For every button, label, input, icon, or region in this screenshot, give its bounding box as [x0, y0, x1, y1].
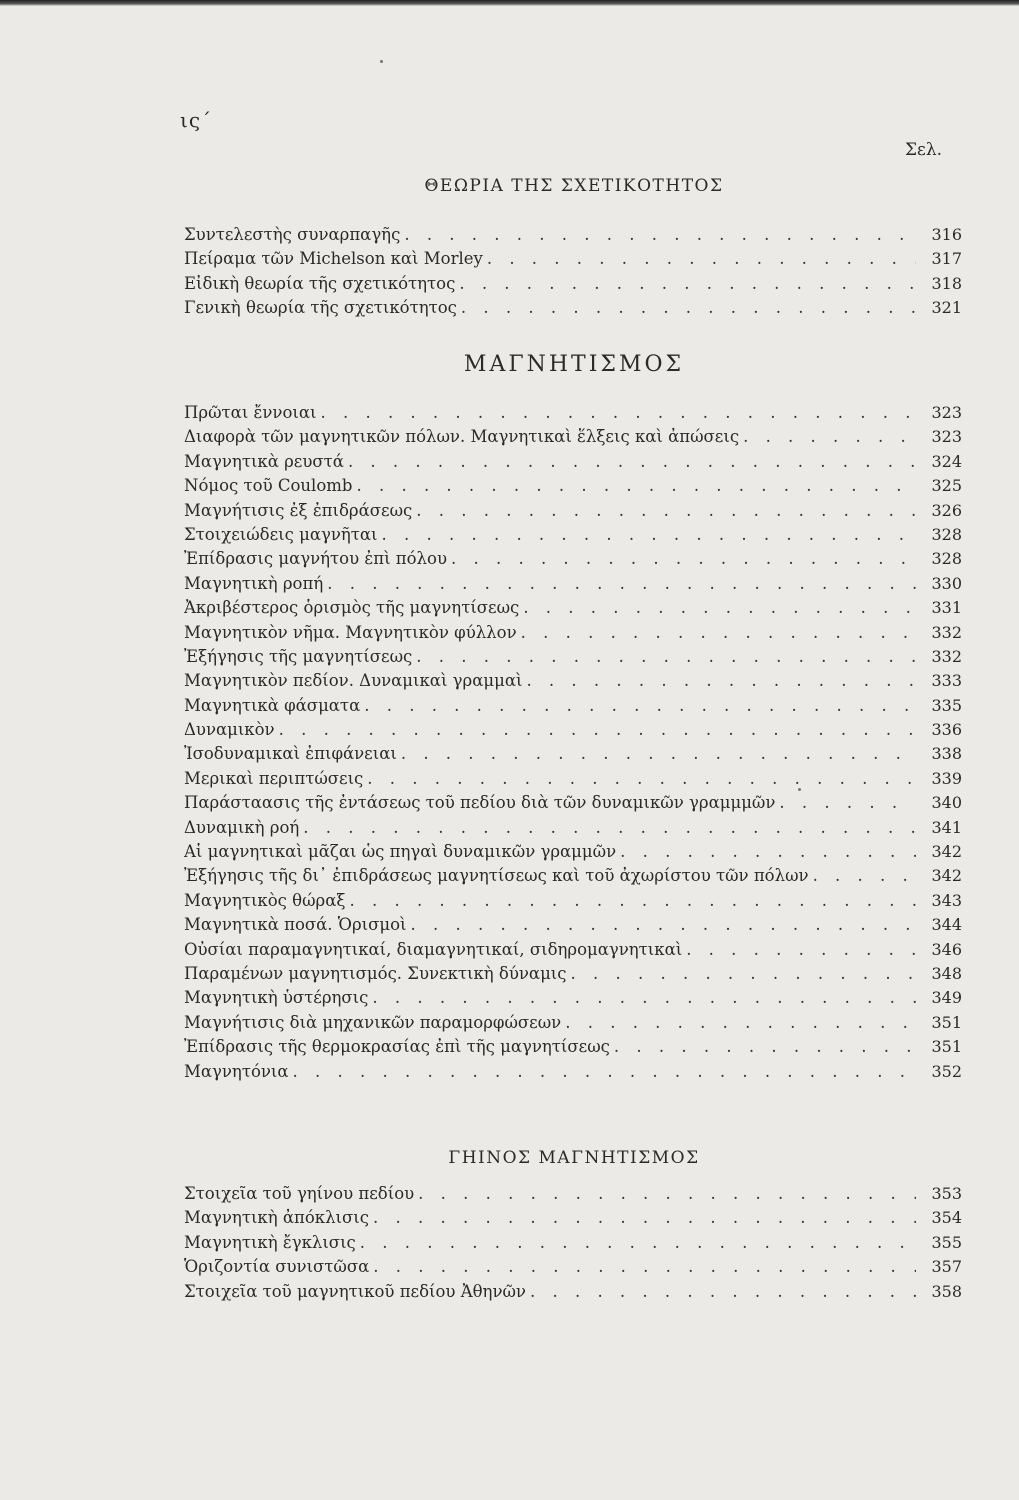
- dot-leader: [565, 1013, 916, 1032]
- dot-leader: [743, 427, 916, 446]
- toc-entry-title: Παράσταασις τῆς ἐντάσεως τοῦ πεδίου διὰ τῶν δυναμικῶν γραμμμῶν: [184, 793, 776, 813]
- scan-top-edge: [0, 0, 1019, 6]
- toc-entry-page: 332: [931, 646, 962, 666]
- paper-speck: [380, 60, 383, 63]
- dot-leader: [293, 1062, 916, 1081]
- toc-entry: [184, 1037, 962, 1061]
- toc-entry-title: Ἀκριβέστερος ὁρισμὸς τῆς μαγνητίσεως: [184, 598, 520, 618]
- section-title-magnetism: ΜΑΓΝΗΤΙΣΜΟΣ: [463, 352, 685, 377]
- toc-entry-title: Δυναμικὸν: [184, 720, 275, 740]
- toc-entry-title: Διαφορὰ τῶν μαγνητικῶν πόλων. Μαγνητικαὶ ἕλξεις καὶ ἀπώσεις: [184, 427, 740, 447]
- toc-entry: [184, 647, 962, 671]
- toc-entry: [184, 1184, 962, 1208]
- toc-entry-title: Μερικαὶ περιπτώσεις: [184, 768, 364, 788]
- dot-leader: [686, 940, 916, 959]
- toc-entry-title: Μαγνητόνια: [184, 1061, 289, 1081]
- toc-entry-title: Μαγνητικὴ ροπή: [184, 573, 324, 593]
- toc-entry-title: Παραμένων μαγνητισμός. Συνεκτικὴ δύναμις: [184, 963, 567, 983]
- page-column-label: Σελ.: [905, 140, 943, 160]
- dot-leader: [372, 988, 916, 1007]
- toc-entry-page: 340: [931, 793, 962, 813]
- dot-leader: [373, 1257, 916, 1276]
- toc-list-terrestrial-magnetism: [184, 1184, 962, 1306]
- toc-entry: [184, 769, 962, 793]
- toc-entry: [184, 452, 962, 476]
- toc-entry-page: 335: [931, 695, 962, 715]
- toc-entry: [184, 549, 962, 573]
- toc-entry-page: 339: [931, 768, 962, 788]
- toc-entry-page: 348: [931, 963, 962, 983]
- toc-entry: [184, 623, 962, 647]
- toc-entry: [184, 720, 962, 744]
- toc-entry-title: Ὁριζοντία συνιστῶσα: [184, 1257, 370, 1277]
- dot-leader: [348, 452, 916, 471]
- dot-leader: [813, 866, 916, 885]
- toc-entry-title: Μαγνητικὸν νῆμα. Μαγνητικὸν φύλλον: [184, 622, 517, 642]
- toc-entry: [184, 793, 962, 817]
- toc-entry-page: 328: [931, 524, 962, 544]
- toc-entry: [184, 525, 962, 549]
- dot-leader: [614, 1037, 916, 1056]
- toc-entry-title: Μαγνητικὸς θώραξ: [184, 890, 346, 910]
- section-title-terrestrial-magnetism: ΓΗΙΝΟΣ ΜΑΓΝΗΤΙΣΜΟΣ: [448, 1148, 700, 1168]
- dot-leader: [404, 225, 916, 244]
- toc-entry-page: 346: [931, 939, 962, 959]
- dot-leader: [416, 647, 916, 666]
- toc-entry-title: Μαγνητικὴ ἔγκλισις: [184, 1232, 356, 1252]
- toc-entry-title: Πρῶται ἔννοιαι: [184, 403, 317, 422]
- toc-entry-title: Ἰσοδυναμικαὶ ἐπιφάνειαι: [184, 744, 397, 764]
- dot-leader: [571, 964, 917, 983]
- toc-entry-title: Πείραμα τῶν Michelson καὶ Morley: [184, 249, 483, 269]
- page-number: ις΄: [180, 108, 213, 132]
- dot-leader: [521, 623, 916, 642]
- toc-entry-title: Στοιχεῖα τοῦ μαγνητικοῦ πεδίου Ἀθηνῶν: [184, 1281, 526, 1301]
- dot-leader: [487, 249, 916, 268]
- dot-leader: [459, 274, 916, 293]
- toc-entry: [184, 574, 962, 598]
- toc-entry-page: 331: [931, 598, 962, 618]
- dot-leader: [530, 1282, 916, 1301]
- toc-list-magnetism: [184, 403, 962, 1086]
- toc-entry-title: Μαγνητικὸν πεδίον. Δυναμικαὶ γραμμαὶ: [184, 671, 523, 691]
- toc-entry: [184, 1013, 962, 1037]
- dot-leader: [382, 525, 917, 544]
- toc-entry-page: 342: [931, 866, 962, 886]
- toc-entry-page: 333: [931, 671, 962, 691]
- toc-entry-page: 355: [931, 1232, 962, 1252]
- toc-entry: [184, 915, 962, 939]
- toc-entry-title: Ἐξήγησις τῆς δι᾽ ἐπιδράσεως μαγνητίσεως καὶ τοῦ ἀχωρίστου τῶν πόλων: [184, 866, 809, 886]
- toc-entry-page: 351: [931, 1012, 962, 1032]
- dot-leader: [461, 298, 916, 317]
- dot-leader: [360, 1233, 916, 1252]
- toc-list-relativity: [184, 225, 962, 323]
- dot-leader: [523, 598, 916, 617]
- toc-entry: [184, 225, 962, 249]
- paper-speck: [798, 788, 801, 791]
- dot-leader: [356, 476, 916, 495]
- toc-entry-page: 338: [931, 744, 962, 764]
- toc-entry-page: 344: [931, 915, 962, 935]
- toc-entry: [184, 696, 962, 720]
- toc-entry: [184, 964, 962, 988]
- dot-leader: [779, 793, 916, 812]
- toc-entry-title: Μαγνητικὰ ποσά. Ὁρισμοὶ: [184, 915, 407, 935]
- toc-entry-title: Ἐπίδρασις τῆς θερμοκρασίας ἐπὶ τῆς μαγνητίσεως: [184, 1037, 610, 1057]
- toc-entry: [184, 274, 962, 298]
- dot-leader: [416, 501, 916, 520]
- toc-entry-page: 325: [931, 476, 962, 496]
- toc-entry: [184, 476, 962, 500]
- dot-leader: [526, 671, 916, 690]
- toc-entry: [184, 818, 962, 842]
- toc-entry-page: 351: [931, 1037, 962, 1057]
- toc-entry-title: Μαγνητικὴ ἀπόκλισις: [184, 1208, 369, 1228]
- toc-entry-title: Οὐσίαι παραμαγνητικαί, διαμαγνητικαί, σιδηρομαγνητικαὶ: [184, 939, 683, 959]
- toc-entry-title: Γενικὴ θεωρία τῆς σχετικότητος: [184, 298, 457, 318]
- toc-entry-page: 357: [931, 1257, 962, 1277]
- toc-entry-page: 326: [931, 500, 962, 520]
- toc-entry-page: 332: [931, 622, 962, 642]
- toc-entry-page: 341: [931, 817, 962, 837]
- dot-leader: [327, 574, 916, 593]
- dot-leader: [411, 915, 916, 934]
- toc-entry: [184, 1208, 962, 1232]
- toc-entry-page: 317: [931, 249, 962, 269]
- dot-leader: [320, 403, 916, 422]
- toc-entry: [184, 940, 962, 964]
- toc-entry: [184, 298, 962, 322]
- toc-entry-page: 321: [931, 298, 962, 318]
- dot-leader: [451, 549, 916, 568]
- toc-entry: [184, 249, 962, 273]
- toc-entry: [184, 1062, 962, 1086]
- dot-leader: [279, 720, 916, 739]
- toc-entry: [184, 988, 962, 1012]
- toc-entry-title: Μαγνήτισις ἐξ ἐπιδράσεως: [184, 500, 413, 520]
- dot-leader: [303, 818, 916, 837]
- toc-entry: [184, 427, 962, 451]
- section-title-relativity: ΘΕΩΡΙΑ ΤΗΣ ΣΧΕΤΙΚΟΤΗΤΟΣ: [424, 176, 724, 196]
- toc-entry-page: 349: [931, 988, 962, 1008]
- toc-entry: [184, 501, 962, 525]
- toc-entry: [184, 1282, 962, 1306]
- toc-entry-page: 354: [931, 1208, 962, 1228]
- dot-leader: [349, 891, 916, 910]
- toc-entry-page: 324: [931, 451, 962, 471]
- dot-leader: [367, 769, 916, 788]
- toc-entry-page: 343: [931, 890, 962, 910]
- toc-entry: [184, 1233, 962, 1257]
- dot-leader: [620, 842, 916, 861]
- toc-entry-page: 323: [931, 403, 962, 422]
- toc-entry-page: 323: [931, 427, 962, 447]
- toc-entry: [184, 598, 962, 622]
- toc-entry-title: Στοιχειώδεις μαγνῆται: [184, 524, 378, 544]
- toc-entry: [184, 744, 962, 768]
- toc-entry-page: 330: [931, 573, 962, 593]
- toc-entry-title: Δυναμικὴ ροή: [184, 817, 300, 837]
- toc-entry-page: 316: [931, 225, 962, 244]
- toc-entry-page: 352: [931, 1061, 962, 1081]
- toc-entry-title: Μαγνήτισις διὰ μηχανικῶν παραμορφώσεων: [184, 1012, 562, 1032]
- toc-entry-title: Μαγνητικὰ ρευστά: [184, 451, 344, 471]
- toc-entry-title: Ἐπίδρασις μαγνήτου ἐπὶ πόλου: [184, 549, 447, 569]
- toc-entry-title: Αἱ μαγνητικαὶ μᾶζαι ὡς πηγαὶ δυναμικῶν γραμμῶν: [184, 842, 617, 862]
- toc-entry-page: 358: [931, 1281, 962, 1301]
- dot-leader: [364, 696, 916, 715]
- toc-entry: [184, 891, 962, 915]
- dot-leader: [418, 1184, 916, 1203]
- toc-entry-title: Μαγνητικὴ ὑστέρησις: [184, 988, 369, 1008]
- toc-entry-title: Νόμος τοῦ Coulomb: [184, 476, 353, 496]
- toc-entry-page: 353: [931, 1184, 962, 1203]
- toc-entry: [184, 842, 962, 866]
- toc-entry-title: Μαγνητικὰ φάσματα: [184, 695, 361, 715]
- toc-entry-title: Ἐξήγησις τῆς μαγνητίσεως: [184, 646, 413, 666]
- dot-leader: [373, 1208, 916, 1227]
- toc-entry-page: 328: [931, 549, 962, 569]
- toc-entry: [184, 403, 962, 427]
- toc-entry-title: Εἰδικὴ θεωρία τῆς σχετικότητος: [184, 273, 456, 293]
- toc-entry: [184, 866, 962, 890]
- toc-entry-title: Στοιχεῖα τοῦ γηίνου πεδίου: [184, 1184, 415, 1203]
- toc-entry-page: 342: [931, 842, 962, 862]
- toc-entry-title: Συντελεστὴς συναρπαγῆς: [184, 225, 401, 244]
- toc-entry: [184, 671, 962, 695]
- toc-entry-page: 336: [931, 720, 962, 740]
- toc-entry: [184, 1257, 962, 1281]
- toc-entry-page: 318: [931, 273, 962, 293]
- dot-leader: [401, 744, 916, 763]
